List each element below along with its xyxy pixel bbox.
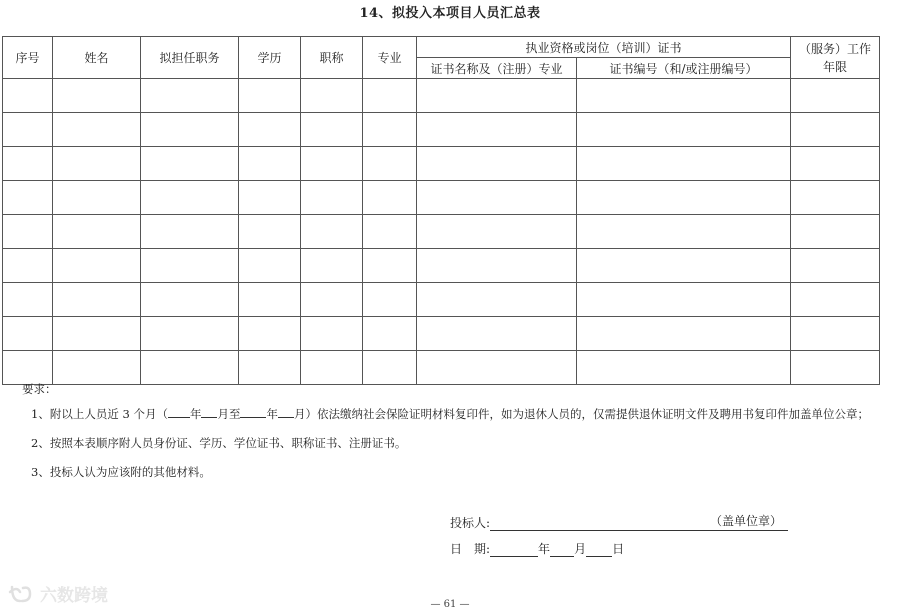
table-cell — [53, 215, 141, 249]
table-body — [3, 79, 880, 385]
table-cell — [791, 317, 880, 351]
year-line — [490, 542, 538, 557]
table-cell — [3, 317, 53, 351]
table-cell — [3, 249, 53, 283]
table-cell — [417, 181, 577, 215]
day-line — [586, 542, 612, 557]
bidder-label: 投标人: — [450, 516, 491, 530]
table-cell — [301, 113, 363, 147]
table-cell — [577, 283, 791, 317]
year-blank-2 — [240, 406, 266, 418]
table-cell — [239, 113, 301, 147]
table-cell — [301, 283, 363, 317]
table-cell — [363, 283, 417, 317]
table-cell — [301, 351, 363, 385]
table-cell — [239, 215, 301, 249]
requirement-1-text-a: 1、附以上人员近 3 个月（ — [31, 406, 168, 421]
table-cell — [301, 317, 363, 351]
header-major: 专业 — [363, 37, 417, 79]
table-cell — [363, 113, 417, 147]
header-name: 姓名 — [53, 37, 141, 79]
table-cell — [239, 181, 301, 215]
table-row — [3, 283, 880, 317]
table-cell — [577, 215, 791, 249]
table-cell — [141, 181, 239, 215]
table-cell — [301, 181, 363, 215]
table-cell — [301, 147, 363, 181]
table-cell — [3, 113, 53, 147]
header-cert-name: 证书名称及（注册）专业 — [417, 58, 577, 79]
header-title: 职称 — [301, 37, 363, 79]
table-cell — [301, 215, 363, 249]
table-cell — [239, 317, 301, 351]
table-row — [3, 181, 880, 215]
table-cell — [53, 113, 141, 147]
table-cell — [363, 317, 417, 351]
table-cell — [791, 351, 880, 385]
table-cell — [363, 181, 417, 215]
table-cell — [53, 79, 141, 113]
table-cell — [417, 249, 577, 283]
table-cell — [53, 317, 141, 351]
table-row — [3, 249, 880, 283]
table-cell — [363, 215, 417, 249]
requirement-item-2: 2、按照本表顺序附人员身份证、学历、学位证书、职称证书、注册证书。 — [31, 435, 407, 450]
table-cell — [577, 79, 791, 113]
requirement-1-year-1: 年 — [189, 406, 202, 421]
table-cell — [791, 249, 880, 283]
table-cell — [363, 351, 417, 385]
month-blank-1 — [201, 406, 217, 418]
table-cell — [417, 317, 577, 351]
table-cell — [141, 351, 239, 385]
personnel-summary-table — [2, 36, 880, 385]
table-cell — [791, 147, 880, 181]
table-cell — [3, 79, 53, 113]
table-cell — [577, 181, 791, 215]
month-blank-2 — [278, 406, 294, 418]
requirement-1-year-2: 年 — [266, 406, 278, 421]
month-label: 月 — [574, 542, 587, 556]
table-cell — [577, 249, 791, 283]
table-row — [3, 113, 880, 147]
page-number: — 61 — — [430, 599, 470, 610]
date-row — [450, 531, 788, 557]
table-cell — [53, 283, 141, 317]
requirements-heading: 要求： — [22, 382, 57, 396]
date-label: 日 期: — [450, 542, 491, 556]
bidder-row — [450, 505, 788, 531]
header-position: 拟担任职务 — [141, 37, 239, 79]
table-cell — [577, 351, 791, 385]
table-row — [3, 351, 880, 385]
table-cell — [417, 147, 577, 181]
table-cell — [301, 249, 363, 283]
table-cell — [791, 113, 880, 147]
table-cell — [417, 215, 577, 249]
table-cell — [3, 351, 53, 385]
table-row — [3, 79, 880, 113]
table-cell — [141, 113, 239, 147]
requirement-item-3: 3、投标人认为应该附的其他材料。 — [31, 464, 211, 479]
table-cell — [141, 249, 239, 283]
table-cell — [239, 283, 301, 317]
table-cell — [791, 79, 880, 113]
table-cell — [53, 181, 141, 215]
table-cell — [239, 249, 301, 283]
table-cell — [577, 147, 791, 181]
header-cert-group: 执业资格或岗位（培训）证书 — [417, 37, 791, 58]
requirement-1-text-b: 月）依法缴纳社会保险证明材料复印件，如为退休人员的，仅需提供退休证明文件及聘用书复印件加盖单位公章； — [293, 406, 869, 421]
table-cell — [417, 283, 577, 317]
table-row — [3, 317, 880, 351]
table-cell — [791, 283, 880, 317]
table-cell — [239, 79, 301, 113]
table-cell — [141, 317, 239, 351]
table-cell — [417, 351, 577, 385]
table-row — [3, 215, 880, 249]
table-cell — [417, 79, 577, 113]
table-cell — [141, 215, 239, 249]
table-cell — [141, 283, 239, 317]
seal-note: （盖单位章） — [710, 514, 783, 528]
header-years: （服务）工作年限 — [791, 37, 880, 79]
header-seq: 序号 — [3, 37, 53, 79]
year-blank-1 — [168, 406, 190, 418]
table-cell — [363, 249, 417, 283]
watermark-text: 六数跨境 — [40, 586, 108, 606]
table-cell — [141, 147, 239, 181]
table-cell — [3, 181, 53, 215]
page-title: 14、拟投入本项目人员汇总表 — [359, 6, 541, 21]
requirements-section — [14, 382, 884, 494]
header-cert-no: 证书编号（和/或注册编号） — [577, 58, 791, 79]
table-cell — [3, 215, 53, 249]
requirement-1-month-1: 月至 — [217, 406, 241, 421]
header-education: 学历 — [239, 37, 301, 79]
table-cell — [363, 79, 417, 113]
table-cell — [577, 113, 791, 147]
table-cell — [53, 249, 141, 283]
table-cell — [791, 181, 880, 215]
table-cell — [791, 215, 880, 249]
table-cell — [53, 147, 141, 181]
table-cell — [577, 317, 791, 351]
table-row — [3, 147, 880, 181]
table-cell — [363, 147, 417, 181]
table-cell — [239, 351, 301, 385]
table-cell — [3, 283, 53, 317]
day-label: 日 — [612, 542, 625, 556]
year-label: 年 — [538, 542, 551, 556]
table-cell — [301, 79, 363, 113]
table-cell — [141, 79, 239, 113]
signature-block — [450, 505, 788, 557]
table-cell — [3, 147, 53, 181]
table-cell — [417, 113, 577, 147]
table-cell — [53, 351, 141, 385]
month-line — [550, 542, 574, 557]
requirement-item-1 — [14, 406, 884, 422]
bidder-signature-line — [490, 516, 788, 531]
table-cell — [239, 147, 301, 181]
